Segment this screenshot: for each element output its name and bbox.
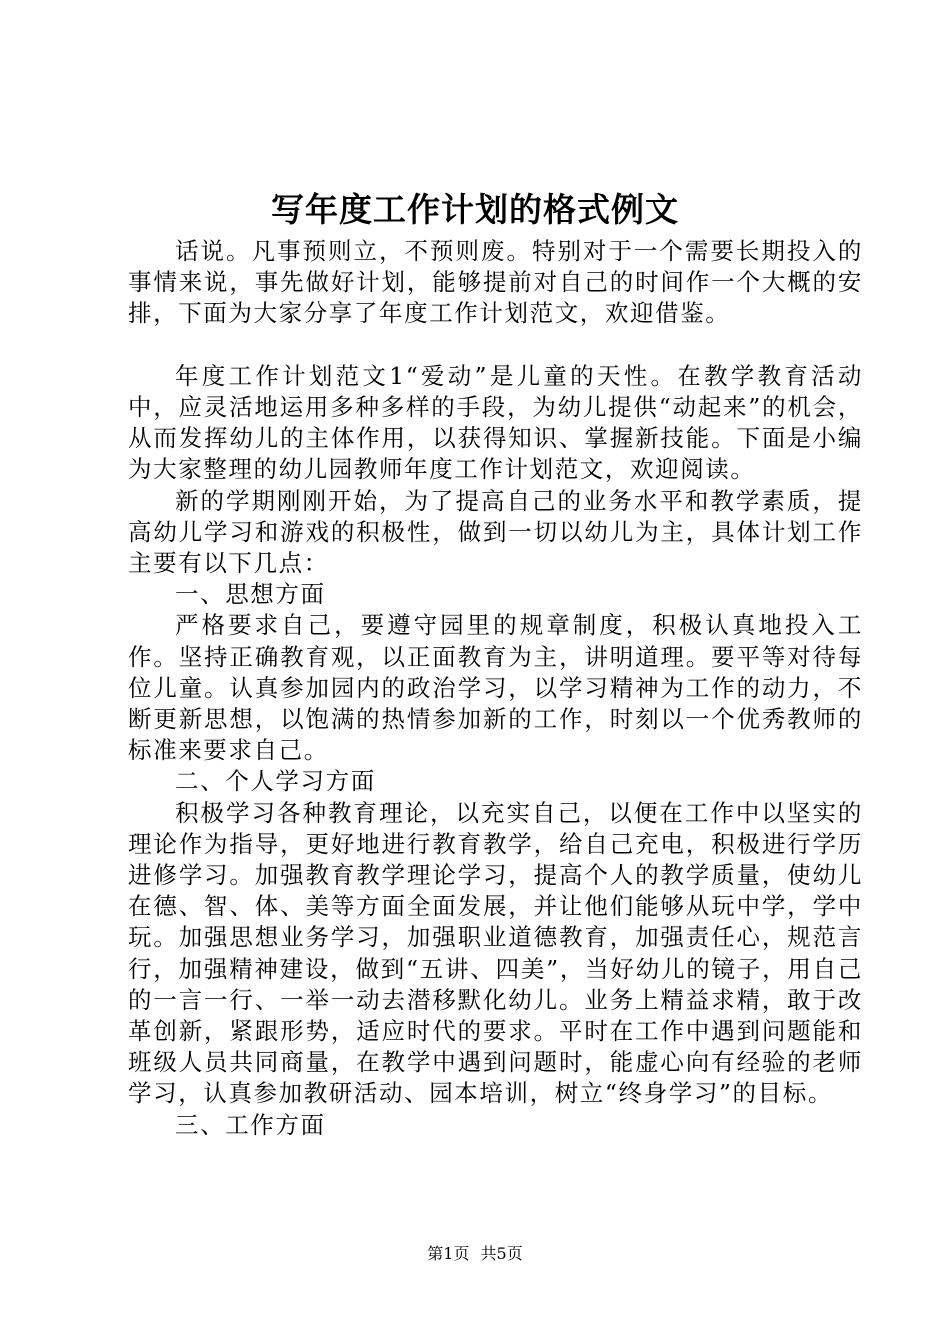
thought-paragraph: 严格要求自己，要遵守园里的规章制度，积极认真地投入工作。坚持正确教育观，以正面教育为主，讲明道理。要平等对待每位儿童。认真参加园内的政治学习，以学习精神为工作的动力，不断更新思想，以饱满的热情参加新的工作，时刻以一个优秀教师的标准来要求自己。 [128, 611, 863, 765]
document-title: 写年度工作计划的格式例文 [271, 190, 679, 229]
page-number: 第1页 [427, 1244, 470, 1263]
semester-paragraph: 新的学期刚刚开始，为了提高自己的业务水平和教学素质，提高幼儿学习和游戏的积极性，做到一切以幼儿为主，具体计划工作主要有以下几点： [128, 486, 863, 578]
section-heading-thought: 一、思想方面 [175, 580, 326, 609]
page-total: 共5页 [480, 1244, 523, 1263]
intro-paragraph: 话说。凡事预则立，不预则废。特别对于一个需要长期投入的事情来说，事先做好计划，能够提前对自己的时间作一个大概的安排，下面为大家分享了年度工作计划范文，欢迎借鉴。 [128, 237, 863, 328]
blank-line [128, 330, 863, 361]
page-footer [0, 1243, 950, 1265]
section-heading-study: 二、个人学习方面 [175, 767, 376, 796]
section-heading-work: 三、工作方面 [175, 1110, 326, 1139]
document-body [128, 236, 863, 1141]
study-paragraph: 积极学习各种教育理论，以充实自己，以便在工作中以坚实的理论作为指导，更好地进行教育教学，给自己充电，积极进行学历进修学习。加强教育教学理论学习，提高个人的教学质量，使幼儿在德、智、体、美等方面全面发展，并让他们能够从玩中学，学中玩。加强思想业务学习，加强职业道德教育，加强责任心，规范言行，加强精神建设，做到“五讲、四美”，当好幼儿的镜子，用自己的一言一行、一举一动去潜移默化幼儿。业务上精益求精，敢于改革创新，紧跟形势，适应时代的要求。平时在工作中遇到问题能和班级人员共同商量，在教学中遇到问题时，能虚心向有经验的老师学习，认真参加教研活动、园本培训，树立“终身学习”的目标。 [128, 798, 863, 1108]
sample-intro-paragraph: 年度工作计划范文1“爱动”是儿童的天性。在教学教育活动中，应灵活地运用多种多样的手段，为幼儿提供“动起来”的机会，从而发挥幼儿的主体作用，以获得知识、掌握新技能。下面是小编为大家整理的幼儿园教师年度工作计划范文，欢迎阅读。 [128, 361, 863, 484]
